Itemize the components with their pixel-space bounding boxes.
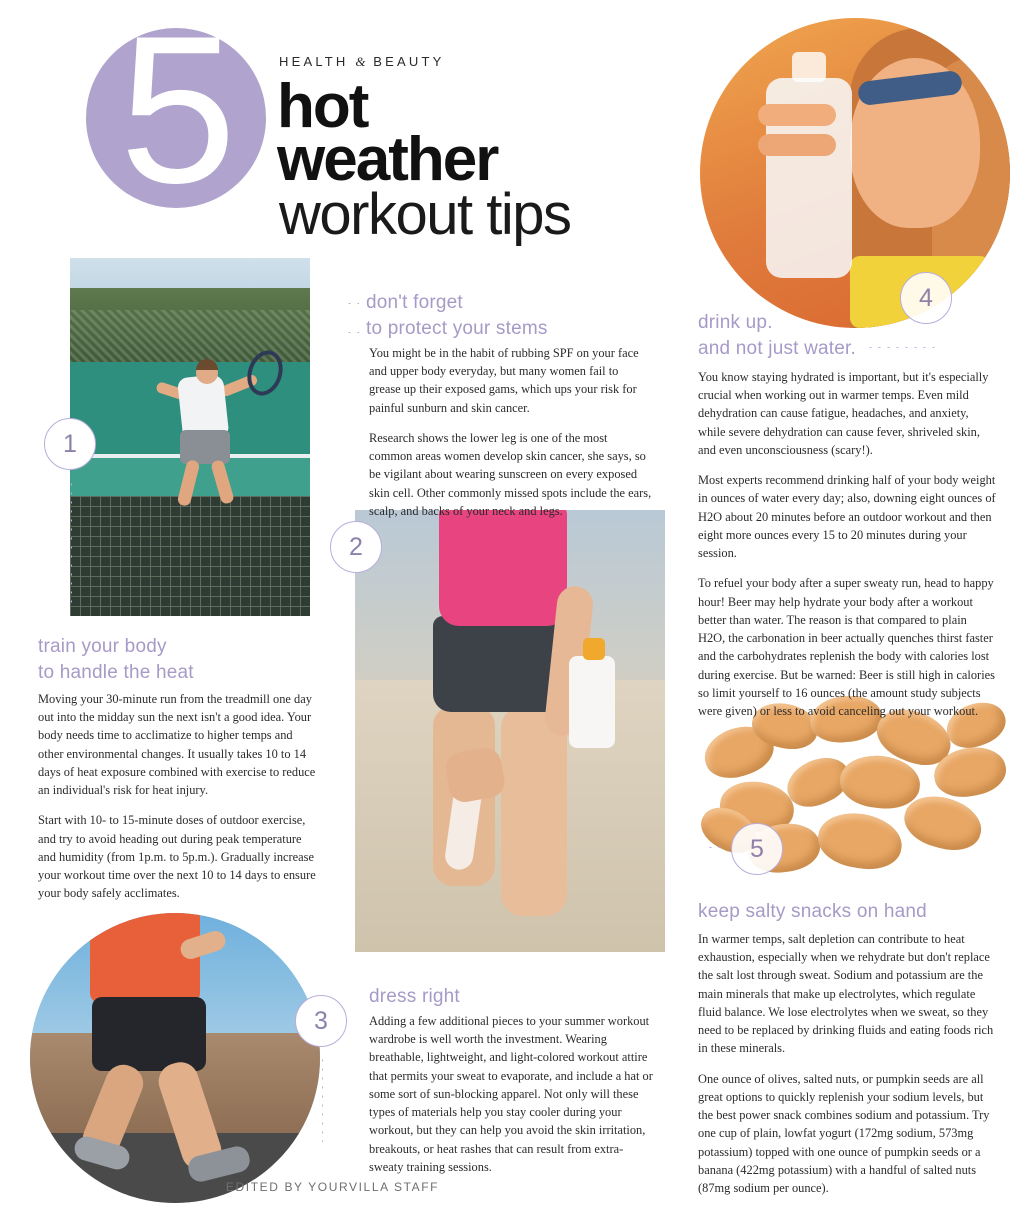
tip-4-paragraph-1: You know staying hydrated is important, but it's especially crucial when working out in warmer temps. Even mild dehydration can cause fatigue, headaches, and anxiety, while severe dehydration can cause fever, shriveled skin, and even unconsciousness (scary!). <box>698 370 989 457</box>
tip-4-paragraph-2: Most experts recommend drinking half of your body weight in ounces of water every day; also, downing eight ounces of H2O about 20 minutes before an outdoor workout and then eight more ounces every 15 to 20 minutes during your session. <box>698 473 996 561</box>
tip-4-body <box>698 368 996 732</box>
tip-1-paragraph-2: Start with 10- to 15-minute doses of outdoor exercise, and try to avoid heading out during peak temperature and humidity (from 1p.m. to 5p.m.). Gradually increase your workout time over the next 10 to 14 days to ensure your body safely acclimates. <box>38 813 316 901</box>
tip-1-heading-line-1: train your body <box>38 636 167 657</box>
tip-number-badge-4: 4 <box>900 272 952 324</box>
tip-5-heading <box>698 899 998 925</box>
issue-number: 5 <box>119 0 233 227</box>
tip-5-paragraph-1: In warmer temps, salt depletion can contribute to heat exhaustion, especially when we rehydrate but don't replace the salt lost through sweat. Sodium and potassium are the main minerals that make up electrolytes, which regulate fluid balance. We lose electrolytes when we sweat, so they need to be replaced by drinking fluids and eating foods rich in these minerals. <box>698 932 994 1056</box>
dotted-leader-tip-2-b <box>345 329 359 333</box>
dotted-leader-tip-3 <box>319 1056 323 1142</box>
editor-credit: EDITED BY YOURVILLA STAFF <box>225 1180 440 1194</box>
tip-1-heading-line-2: to handle the heat <box>38 661 194 683</box>
tip-4-heading-line-1: drink up. <box>698 312 773 333</box>
tip-4-heading-line-2: and not just water. <box>698 337 857 359</box>
tip-3-heading <box>369 984 669 1010</box>
tip-2-paragraph-1: You might be in the habit of rubbing SPF on your face and upper body everyday, but many women fail to grease up their exposed gams, which ups your risk for painful sunburn and skin cancer. <box>369 346 639 415</box>
tip-5-body <box>698 930 996 1209</box>
tip-4-heading <box>698 310 998 361</box>
tip-1-body <box>38 690 316 915</box>
applying-sunscreen-legs-photo <box>355 510 665 952</box>
woman-drinking-water-photo <box>700 18 1010 328</box>
page-title-line-3: workout tips <box>279 182 571 247</box>
tip-2-body <box>369 344 653 532</box>
tip-number-badge-1: 1 <box>44 418 96 470</box>
page-title-line-1: hot <box>277 72 368 141</box>
runner-outdoors-photo <box>30 913 320 1203</box>
tip-2-heading-line-1: don't forget <box>366 292 463 313</box>
kicker-health-and-beauty <box>279 54 445 70</box>
tip-4-paragraph-3: To refuel your body after a super sweaty run, head to happy hour! Beer may help hydrate your body after a workout better than water. The reason is that compared to plain H2O, the carbonation in beer actually quenches thirst faster and the carbohydrates replenish the body with calories lost during exercise. But be warned: Beer is still high in calories so limit yourself to 16 ounces (the amount study subjects were given) or less to avoid canceling out your workout. <box>698 576 995 718</box>
tip-1-heading <box>38 634 318 685</box>
tip-1-paragraph-1: Moving your 30-minute run from the treadmill one day out into the midday sun the next isn't a good idea. Your body needs time to acclimatize to higher temps and other environmental changes. It usually takes 10 to 14 days of heat exposure combined with exercise to reduce an individual's risk for heat injury. <box>38 692 316 798</box>
tip-2-paragraph-2: Research shows the lower leg is one of the most common areas women develop skin cancer, she says, so be vigilant about wearing sunscreen on every exposed skin cell. Other commonly missed spots include the ears, scalp, and backs of your neck and legs. <box>369 430 652 518</box>
dotted-leader-tip-1 <box>68 480 72 608</box>
dotted-leader-tip-2-a <box>345 300 359 304</box>
tip-number-badge-2: 2 <box>330 521 382 573</box>
tip-3-heading-line-1: dress right <box>369 986 460 1007</box>
kicker-pre: HEALTH <box>279 54 356 69</box>
tennis-player-photo <box>70 258 310 616</box>
tip-3-paragraph-1: Adding a few additional pieces to your summer workout wardrobe is well worth the investment. Wearing breathable, lightweight, and light-colored workout attire that permits your sweat to evaporate, and include a hat or some sort of sun-blocking apparel. Not only will these types of materials help you stay cooler during your workout, but they can help you avoid the skin irritation, breakouts, or heat rashes that can result from extra-sweaty training sessions. <box>369 1014 653 1174</box>
tip-5-heading-line-1: keep salty snacks on hand <box>698 901 927 922</box>
tip-5-paragraph-2: One ounce of olives, salted nuts, or pumpkin seeds are all great options to quickly replenish your sodium levels, but the best power snack combines sodium and potassium. Try one cup of plain, lowfat yogurt (172mg sodium, 573mg potassium) topped with one ounce of pumpkin seeds or a banana (422mg potassium) with a handful of salted nuts (87mg sodium per ounce). <box>698 1071 990 1196</box>
dotted-leader-tip-5 <box>706 844 722 848</box>
kicker-post: BEAUTY <box>366 54 445 69</box>
page-title-line-2: weather <box>277 125 498 194</box>
tip-3-body <box>369 1012 653 1188</box>
tip-number-badge-5: 5 <box>731 823 783 875</box>
tip-2-heading-line-2: to protect your stems <box>366 317 548 339</box>
tip-2-heading <box>366 290 666 341</box>
tip-number-badge-3: 3 <box>295 995 347 1047</box>
kicker-ampersand: & <box>355 54 367 69</box>
